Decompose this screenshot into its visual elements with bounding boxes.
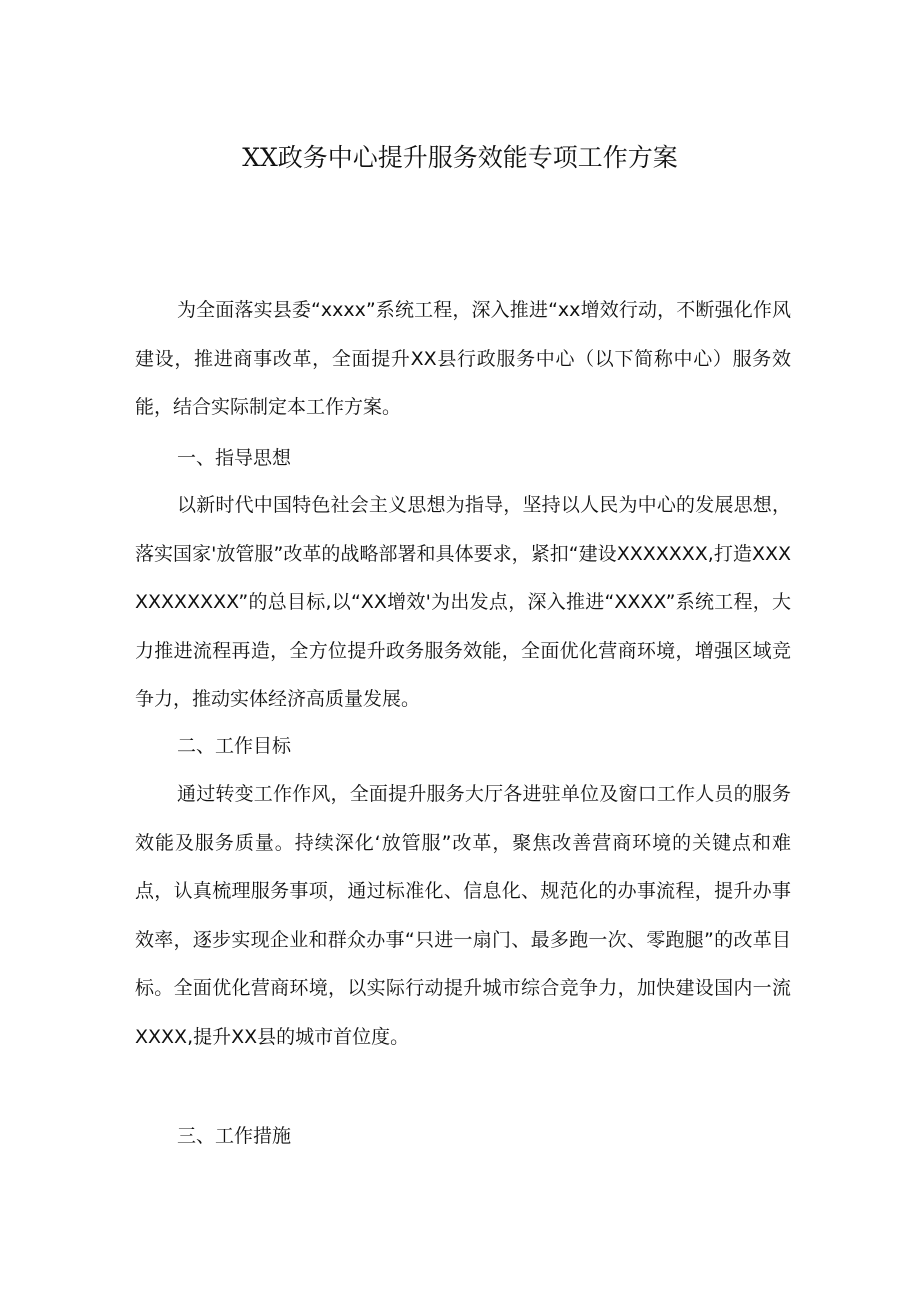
section-heading-work-goals: 二、工作目标 bbox=[177, 735, 292, 757]
intro-paragraph: 为全面落实县委“xxxx”系统工程，深入推进“xx增效行动，不断强化作风建设，推进商事改革，全面提升XX县行政服务中心（以下简称中心）服务效能，结合实际制定本工作方案。 bbox=[135, 299, 791, 418]
section-heading-work-measures: 三、工作措施 bbox=[177, 1125, 292, 1147]
section-heading-guiding-ideology: 一、指导思想 bbox=[177, 447, 292, 469]
work-goals-paragraph: 通过转变工作作风，全面提升服务大厅各进驻单位及窗口工作人员的服务效能及服务质量。持续深化‘放管服”改革，聚焦改善营商环境的关键点和难点，认真梳理服务事项，通过标准化、信息化、规范化的办事流程，提升办事效率，逐步实现企业和群众办事“只进一扇门、最多跑一次、零跑腿”的改革目标。全面优化营商环境，以实际行动提升城市综合竞争力，加快建设国内一流XXXX,提升XX县的城市首位度。 bbox=[135, 783, 791, 1048]
document-title: XX政务中心提升服务效能专项工作方案 bbox=[242, 143, 678, 172]
guiding-ideology-paragraph: 以新时代中国特色社会主义思想为指导，坚持以人民为中心的发展思想，落实国家'放管服”改革的战略部署和具体要求，紧扣“建设XXXXXXX,打造XXXXXXXXXXX”的总目标,以“XX增效'为出发点，深入推进“XXXX”系统工程，大力推进流程再造，全方位提升政务服务效能，全面优化营商环境，增强区域竞争力，推动实体经济高质量发展。 bbox=[135, 494, 791, 710]
